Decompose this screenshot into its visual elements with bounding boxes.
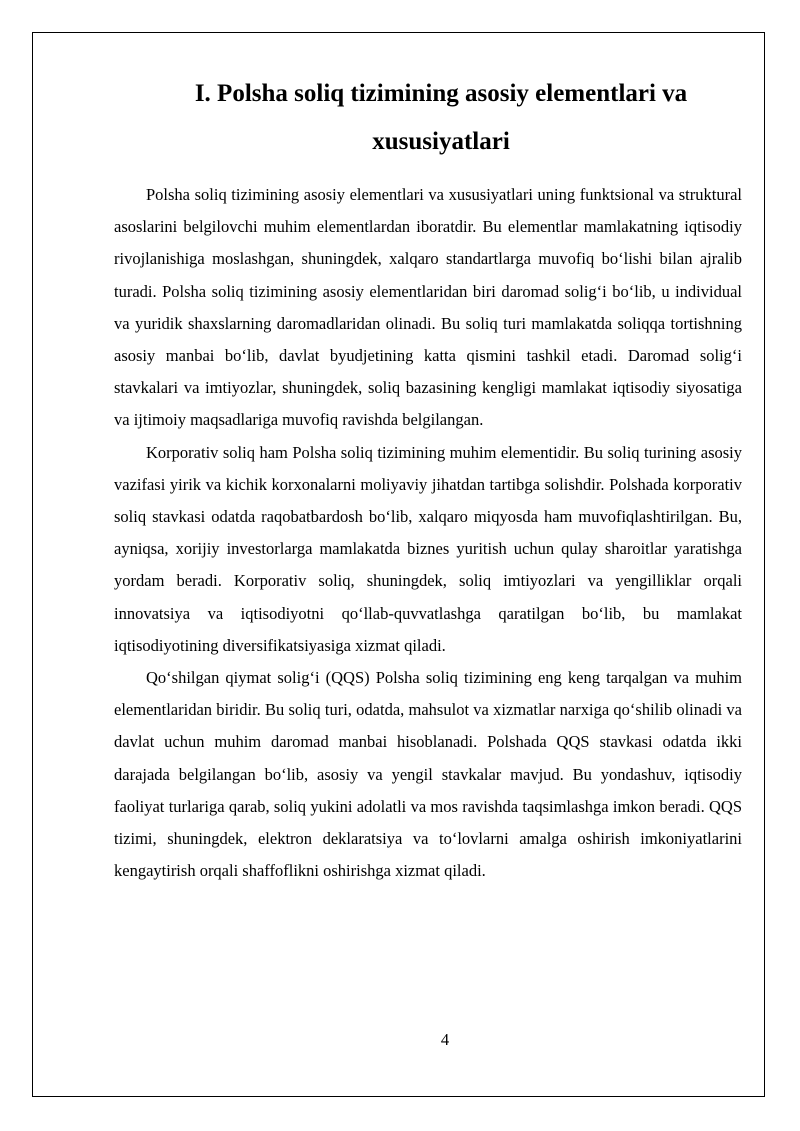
page-number: 4 <box>440 1030 450 1049</box>
section-title <box>114 70 742 166</box>
paragraph-income-tax: Polsha soliq tizimining asosiy elementlari va xususiyatlari uning funktsional va struktural asoslarini belgilovchi muhim elementlardan iboratdir. Bu elementlar mamlakatning iqtisodiy rivojlanishiga moslashgan, shuningdek, xalqaro standartlarga muvofiq boʻlishi bilan ajralib turadi. Polsha soliq tizimining asosiy elementlaridan biri daromad soligʻi boʻlib, u individual va yuridik shaxslarning daromadlaridan olinadi. Bu soliq turi mamlakatda soliqqa tortishning asosiy manbai boʻlib, davlat byudjetining katta qismini tashkil etadi. Daromad soligʻi stavkalari va imtiyozlar, shuningdek, soliq bazasining kengligi mamlakat iqtisodiy siyosatiga va ijtimoiy maqsadlariga muvofiq ravishda belgilangan. <box>114 185 742 430</box>
section-title-line-1: I. Polsha soliq tizimining asosiy elementlari va <box>194 80 688 107</box>
section-title-line-2: xususiyatlari <box>372 128 510 155</box>
paragraph-vat: Qoʻshilgan qiymat soligʻi (QQS) Polsha soliq tizimining eng keng tarqalgan va muhim elementlaridan biridir. Bu soliq turi, odatda, mahsulot va xizmatlar narxiga qoʻshilib olinadi va davlat uchun muhim daromad manbai hisoblanadi. Polshada QQS stavkasi odatda ikki darajada belgilangan boʻlib, asosiy va yengil stavkalar mavjud. Bu yondashuv, iqtisodiy faoliyat turlariga qarab, soliq yukini adolatli va mos ravishda taqsimlashga imkon beradi. QQS tizimi, shuningdek, elektron deklaratsiya va toʻlovlarni amalga oshirish imkoniyatlarini kengaytirish orqali shaffoflikni oshirishga xizmat qiladi. <box>114 668 742 881</box>
document-body <box>114 70 742 887</box>
paragraph-corporate-tax: Korporativ soliq ham Polsha soliq tizimining muhim elementidir. Bu soliq turining asosiy vazifasi yirik va kichik korxonalarni moliyaviy jihatdan tartibga solishdir. Polshada korporativ soliq stavkasi odatda raqobatbardosh boʻlib, xalqaro miqyosda ham muvofiqlashtirilgan. Bu, ayniqsa, xorijiy investorlarga mamlakatda biznes yuritish uchun qulay sharoitlar yaratishga yordam beradi. Korporativ soliq, shuningdek, soliq imtiyozlari va yengilliklar orqali innovatsiya va iqtisodiyotni qoʻllab-quvvatlashga qaratilgan boʻlib, bu mamlakat iqtisodiyotining diversifikatsiyasiga xizmat qiladi. <box>114 442 742 655</box>
